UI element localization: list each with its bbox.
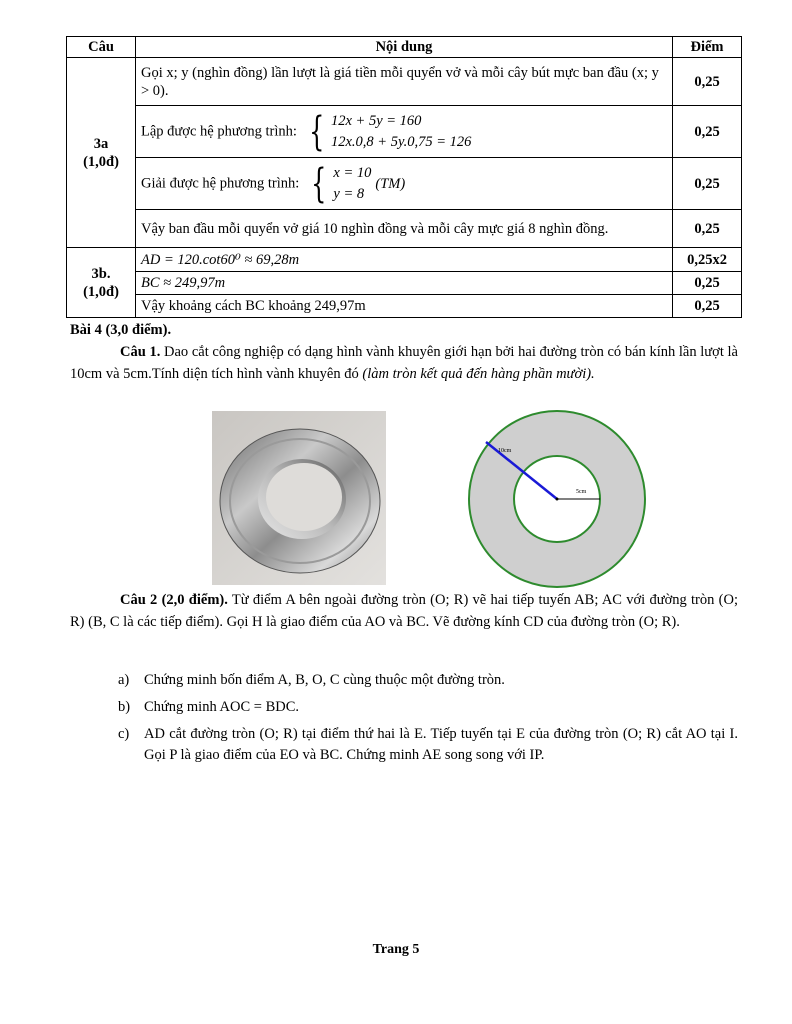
cutting-blade-photo <box>212 411 386 585</box>
content-cell: AD = 120.cot60⁰ ≈ 69,28m <box>136 248 673 272</box>
item-label: b) <box>118 698 131 715</box>
list-item <box>118 697 738 719</box>
question-cell-3b <box>67 248 136 318</box>
center-point <box>556 498 559 501</box>
content-cell <box>136 106 673 158</box>
header-noi-dung: Nội dung <box>136 37 673 58</box>
question-2-subitems <box>118 670 738 772</box>
content-cell: BC ≈ 249,97m <box>136 272 673 295</box>
question-2-label: Câu 2 (2,0 điểm). <box>120 592 228 608</box>
question-points: (1,0đ) <box>83 153 119 170</box>
item-label: c) <box>118 725 130 742</box>
content-text: Lập được hệ phương trình: <box>141 122 297 139</box>
section-heading: Bài 4 (3,0 điểm). <box>70 322 172 338</box>
question-2-text: Từ điểm A bên ngoài đường tròn (O; R) vẽ hai tiếp tuyến AB; AC với đường tròn (O; R) (B, C là các tiếp điểm). Gọi H là giao điểm của AO và BC. Vẽ đường kính CD của đường tròn (O; R). <box>70 592 738 630</box>
item-text: Chứng minh AOC = BDC. <box>144 698 300 715</box>
question-2-paragraph <box>70 590 738 634</box>
equation-system <box>301 108 472 155</box>
item-text: AD cắt đường tròn (O; R) tại điểm thứ hai là E. Tiếp tuyến tại E của đường tròn (O; R) cắt AO tại I. Gọi P là giao điểm của EO và BC. Chứng minh AE song song với IP. <box>144 725 738 764</box>
question-1-paragraph <box>70 342 738 386</box>
table-row <box>67 106 742 158</box>
brace-symbol: { <box>311 160 327 207</box>
score-cell: 0,25 <box>673 158 742 210</box>
score-cell: 0,25x2 <box>673 248 742 272</box>
table-row <box>67 272 742 295</box>
grading-table <box>66 36 742 318</box>
equation-line: y = 8 <box>333 185 365 202</box>
table-row <box>67 248 742 272</box>
inner-radius-label: 5cm <box>576 489 587 495</box>
question-label: 3b. <box>91 265 111 282</box>
content-cell: Gọi x; y (nghìn đồng) lần lượt là giá tiền mỗi quyển vở và mỗi cây bút mực ban đầu (x; y > 0). <box>136 58 673 106</box>
score-cell: 0,25 <box>673 295 742 318</box>
question-points: (1,0đ) <box>83 283 119 300</box>
item-text: Chứng minh bốn điểm A, B, O, C cùng thuộc một đường tròn. <box>144 672 505 688</box>
content-cell: Vậy ban đầu mỗi quyển vở giá 10 nghìn đồng và mỗi cây mực giá 8 nghìn đồng. <box>136 210 673 248</box>
score-cell: 0,25 <box>673 58 742 106</box>
table-row <box>67 295 742 318</box>
equation-line: x = 10 <box>333 164 372 181</box>
list-item <box>118 724 738 768</box>
list-item <box>118 670 738 692</box>
content-text: Giải được hệ phương trình: <box>141 174 300 191</box>
equation-system <box>303 160 406 207</box>
table-row <box>67 210 742 248</box>
table-row <box>67 158 742 210</box>
score-cell: 0,25 <box>673 106 742 158</box>
content-cell <box>136 158 673 210</box>
brace-symbol: { <box>308 108 324 155</box>
question-cell-3a <box>67 58 136 248</box>
equation-line: 12x.0,8 + 5y.0,75 = 126 <box>330 133 472 150</box>
page-number: Trang 5 <box>372 942 420 957</box>
header-diem: Điểm <box>673 37 742 58</box>
question-1-label: Câu 1. <box>120 344 161 360</box>
outer-radius-label: 10cm <box>498 448 512 454</box>
solution-note: (TM) <box>375 175 406 192</box>
question-1-text: Dao cắt công nghiệp có dạng hình vành khuyên giới hạn bởi hai đường tròn có bán kính lần lượt là 10cm và 5cm.Tính diện tích hình vành khuyên đó <box>70 344 738 382</box>
table-header-row <box>67 37 742 58</box>
question-1-note: (làm tròn kết quả đến hàng phần mười). <box>362 365 595 382</box>
score-cell: 0,25 <box>673 210 742 248</box>
content-cell: Vậy khoảng cách BC khoảng 249,97m <box>136 295 673 318</box>
annulus-diagram <box>466 408 648 590</box>
score-cell: 0,25 <box>673 272 742 295</box>
equation-line: 12x + 5y = 160 <box>330 112 422 129</box>
item-label: a) <box>118 672 130 688</box>
header-cau: Câu <box>67 37 136 58</box>
table-row <box>67 58 742 106</box>
question-label: 3a <box>93 135 109 152</box>
